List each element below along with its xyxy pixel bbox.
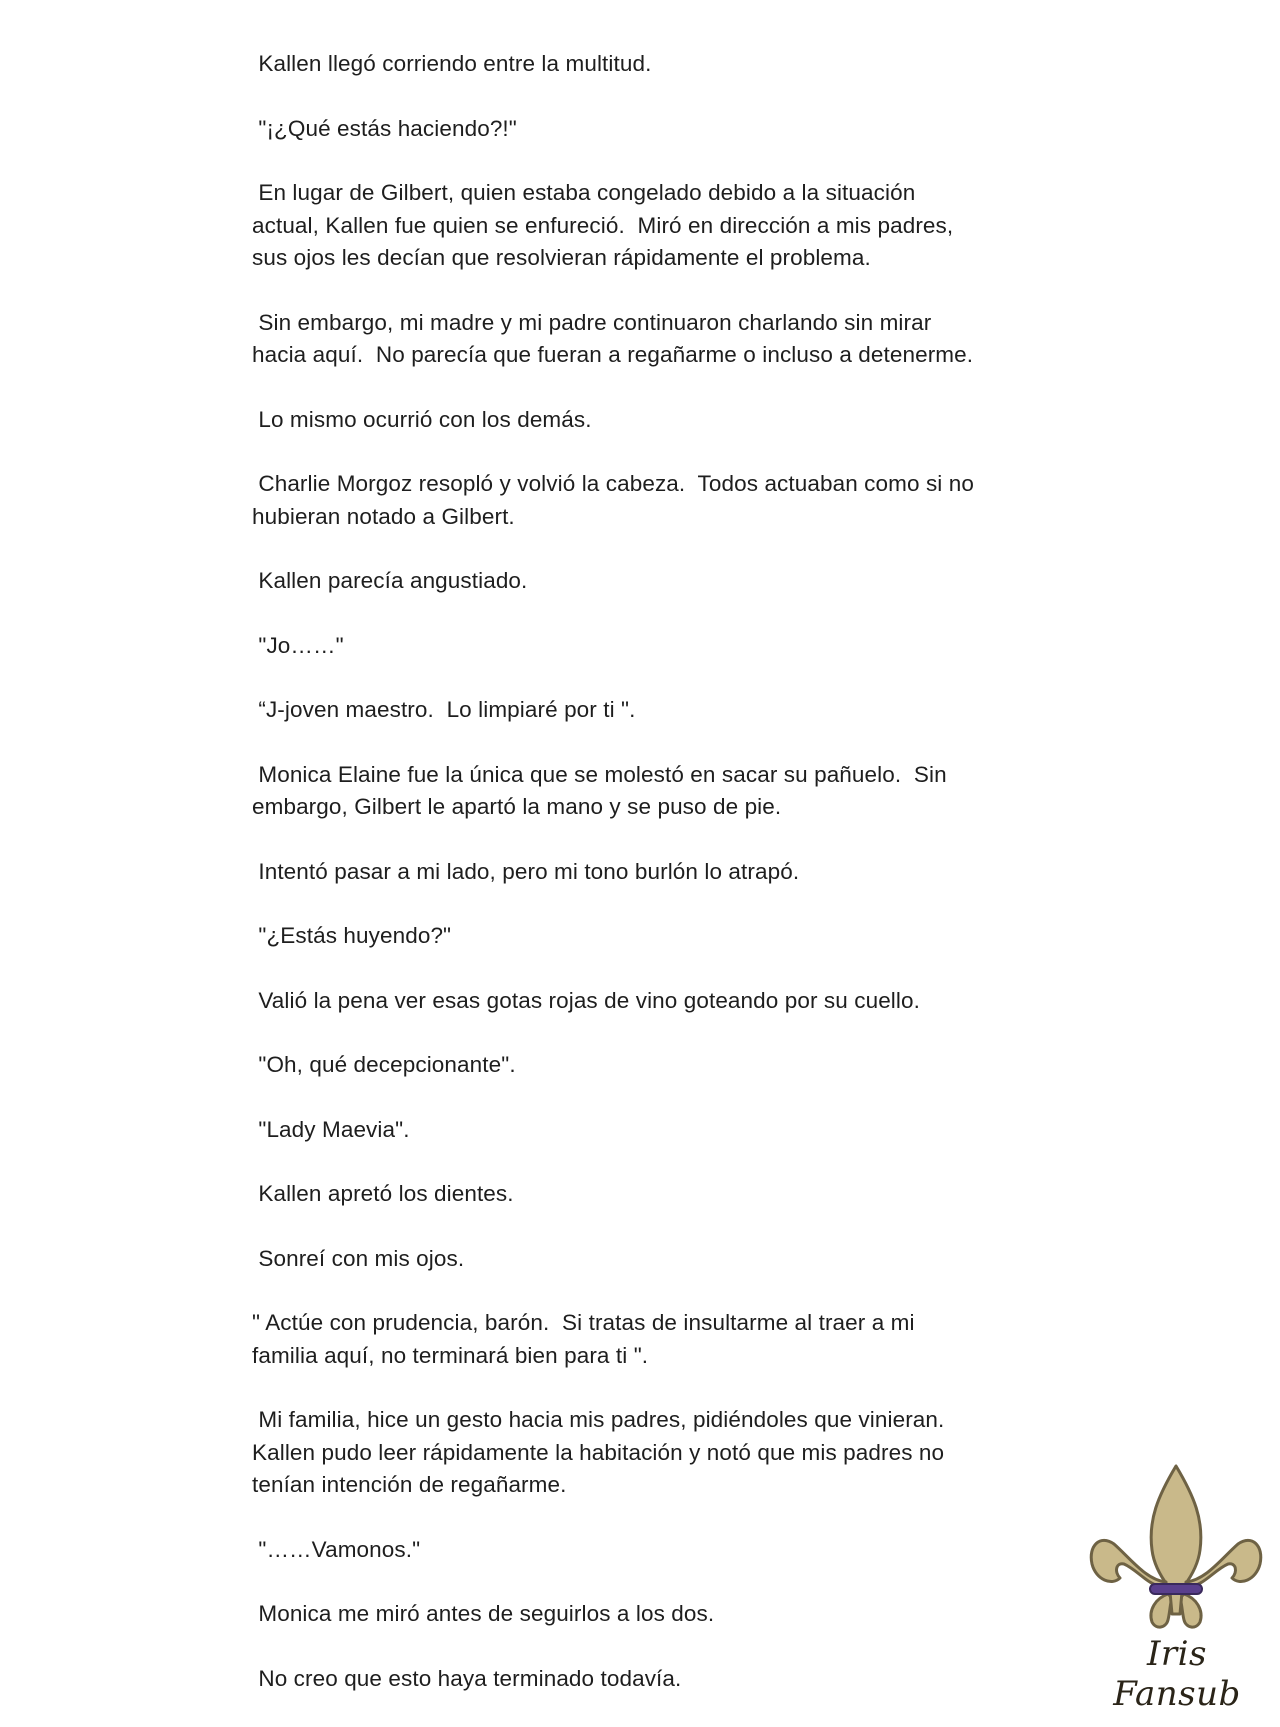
paragraph-15: "Lady Maevia". [252,1116,410,1142]
paragraph-6: Charlie Morgoz resopló y volvió la cabeza. Todos actuaban como si no hubieran notado a Gilbert. [252,471,974,529]
paragraph-17: Sonreí con mis ojos. [252,1245,465,1271]
paragraph-16: Kallen apretó los dientes. [252,1181,514,1206]
paragraph-14: "Oh, qué decepcionante". [252,1052,516,1077]
paragraph-8: "Jo……" [252,632,344,658]
paragraph-19: Mi familia, hice un gesto hacia mis padres, pidiéndoles que vinieran. Kallen pudo leer rápidamente la habitación y notó que mis padres no tenían intención de regañarme. [252,1407,945,1497]
watermark-text: Iris Fansub [1113,1634,1241,1714]
paragraph-10: Monica Elaine fue la única que se molestó en sacar su pañuelo. Sin embargo, Gilbert le apartó la mano y se puso de pie. [252,761,947,819]
paragraph-3: En lugar de Gilbert, quien estaba congelado debido a la situación actual, Kallen fue quien se enfureció. Miró en dirección a mis padres, sus ojos les decían que resolvieran rápidamente el problema. [252,180,954,270]
paragraph-21: Monica me miró antes de seguirlos a los dos. [252,1601,715,1626]
fleur-de-lis-icon [1086,1462,1266,1634]
paragraph-20: "……Vamonos." [252,1536,421,1562]
paragraph-11: Intentó pasar a mi lado, pero mi tono burlón lo atrapó. [252,858,800,884]
paragraph-9: “J-joven maestro. Lo limpiaré por ti ". [252,697,636,722]
paragraph-12: "¿Estás huyendo?" [252,923,452,948]
paragraph-13: Valió la pena ver esas gotas rojas de vino goteando por su cuello. [252,987,920,1013]
paragraph-18: " Actúe con prudencia, barón. Si tratas de insultarme al traer a mi familia aquí, no terminará bien para ti ". [252,1310,915,1368]
paragraph-7: Kallen parecía angustiado. [252,568,528,593]
document-body [252,48,1052,1727]
paragraph-1: Kallen llegó corriendo entre la multitud. [252,51,652,76]
paragraph-4: Sin embargo, mi madre y mi padre continuaron charlando sin mirar hacia aquí. No parecía que fueran a regañarme o incluso a detenerme. [252,309,974,367]
watermark-logo [1082,1462,1272,1714]
paragraph-2: "¡¿Qué estás haciendo?!" [252,115,517,141]
paragraph-22: No creo que esto haya terminado todavía. [252,1665,682,1691]
paragraph-5: Lo mismo ocurrió con los demás. [252,406,592,432]
